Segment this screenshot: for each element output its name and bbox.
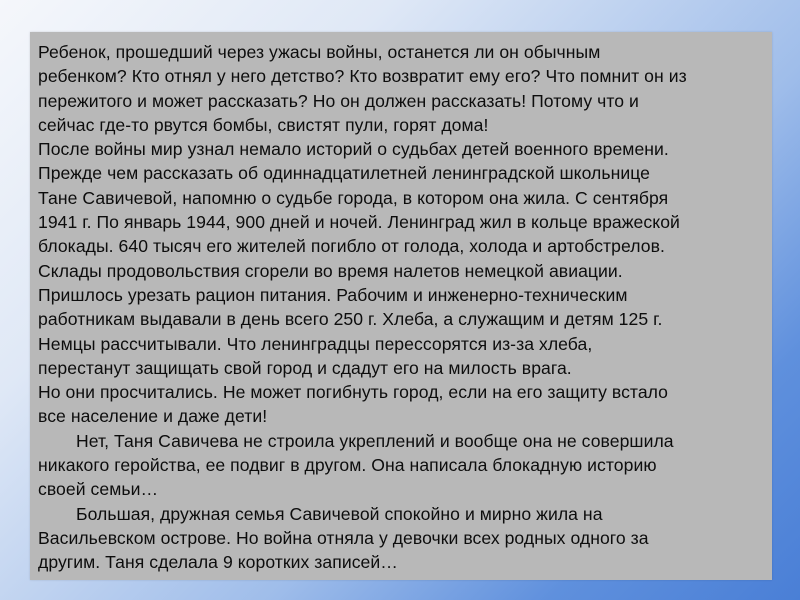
slide-text	[38, 40, 766, 575]
text-panel	[30, 32, 772, 580]
text-line: 1941 г. По январь 1944, 900 дней и ночей. Ленинград жил в кольце вражеской	[38, 212, 680, 233]
text-line: После войны мир узнал немало историй о судьбах детей военного времени.	[38, 139, 669, 160]
text-line: Большая, дружная семья Савичевой спокойно и мирно жила на	[76, 503, 603, 524]
text-line: Васильевском острове. Но война отняла у девочки всех родных одного за	[38, 527, 649, 548]
text-line: Тане Савичевой, напомню о судьбе города, в котором она жила. С сентября	[38, 187, 669, 208]
text-line: перестанут защищать свой город и сдадут его на милость врага.	[38, 357, 572, 378]
text-line: своей семьи…	[38, 479, 159, 500]
text-line: сейчас где-то рвутся бомбы, свистят пули, горят дома!	[38, 114, 489, 135]
text-line: никакого геройства, ее подвиг в другом. Она написала блокадную историю	[38, 455, 657, 476]
text-line: Но они просчитались. Не может погибнуть город, если на его защиту встало	[38, 382, 669, 403]
text-line: работникам выдавали в день всего 250 г. Хлеба, а служащим и детям 125 г.	[38, 309, 663, 330]
text-line: другим. Таня сделала 9 коротких записей…	[38, 552, 398, 573]
text-line: Прежде чем рассказать об одиннадцатилетней ленинградской школьнице	[38, 163, 651, 184]
text-line: Нет, Таня Савичева не строила укреплений и вообще она не совершила	[76, 430, 674, 451]
text-line: Склады продовольствия сгорели во время налетов немецкой авиации.	[38, 260, 623, 281]
text-line: все население и даже дети!	[38, 406, 268, 427]
text-line: пережитого и может рассказать? Но он должен рассказать! Потому что и	[38, 90, 639, 111]
text-line: Ребенок, прошедший через ужасы войны, останется ли он обычным	[38, 42, 601, 62]
text-line: Немцы рассчитывали. Что ленинградцы перессорятся из-за хлеба,	[38, 333, 593, 354]
text-line: ребенком? Кто отнял у него детство? Кто возвратит ему его? Что помнит он из	[38, 66, 687, 87]
text-line: блокады. 640 тысяч его жителей погибло от голода, холода и артобстрелов.	[38, 236, 665, 257]
text-line: Пришлось урезать рацион питания. Рабочим и инженерно-техническим	[38, 284, 628, 305]
